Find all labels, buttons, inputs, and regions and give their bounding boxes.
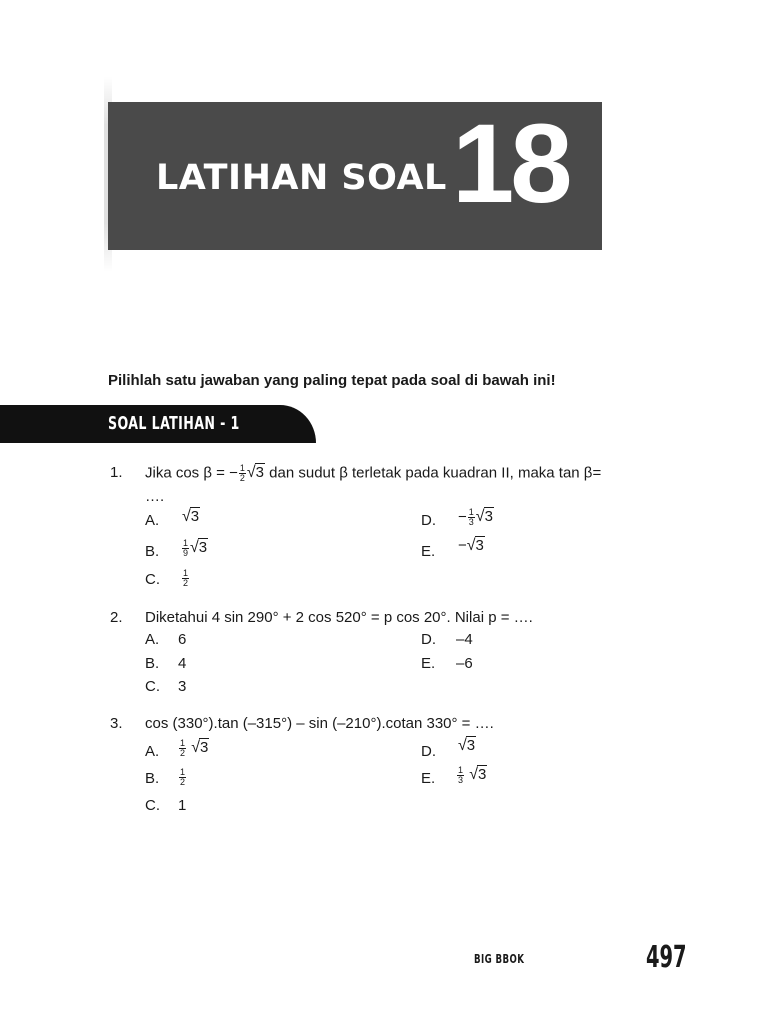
q1-rest: dan sudut β terletak pada kuadran II, maka tan β= [269, 464, 602, 482]
q1-beta-eq: β = − [203, 464, 238, 482]
q1-sqrt: √3 [246, 464, 264, 482]
q2-option-a-letter: A. [145, 631, 160, 648]
question-3-number: 3. [110, 715, 123, 732]
section-banner [0, 405, 316, 443]
chapter-number: 18 [452, 101, 569, 226]
q3-option-c-letter: C. [145, 797, 160, 814]
instruction-text: Pilihlah satu jawaban yang paling tepat pada soal di bawah ini! [108, 372, 556, 389]
question-1-text [145, 464, 601, 483]
q1-option-d-letter: D. [421, 512, 436, 529]
q1-option-a-value: √3 [182, 508, 200, 525]
q2-option-c-value: 3 [178, 678, 187, 695]
q2-option-e-value: –6 [456, 655, 473, 672]
q1-jika: Jika cos [145, 464, 200, 482]
q3-option-d-letter: D. [421, 743, 436, 760]
q1-option-c-letter: C. [145, 571, 160, 588]
q1-option-b-value: $\frac{1}{9}$ √3 [183, 538, 208, 558]
question-2-text: Diketahui 4 sin 290° + 2 cos 520° = p cos 20°. Nilai p = …. [145, 609, 533, 626]
q2-option-b-letter: B. [145, 655, 160, 672]
question-1-dots: …. [145, 488, 165, 505]
q1-option-e-letter: E. [421, 543, 436, 560]
chapter-title-box [108, 102, 602, 250]
q3-option-d-value: √3 [458, 737, 476, 754]
page-number: 497 [646, 940, 687, 975]
question-2-number: 2. [110, 609, 123, 626]
q1-option-a-letter: A. [145, 512, 160, 529]
q1-option-b-letter: B. [145, 543, 160, 560]
q3-option-a-letter: A. [145, 743, 160, 760]
q2-option-c-letter: C. [145, 678, 160, 695]
question-3-text: cos (330°).tan (–315°) – sin (–210°).cotan 330° = …. [145, 715, 494, 732]
q3-option-b-letter: B. [145, 770, 160, 787]
q2-option-d-letter: D. [421, 631, 436, 648]
chapter-title: LATIHAN SOAL [156, 158, 447, 198]
q1-option-c-value: $\frac{1}{2}$ [183, 568, 189, 588]
q3-option-a-value: $\frac{1}{2}$ √3 [180, 738, 209, 758]
q3-option-e-letter: E. [421, 770, 436, 787]
footer-brand: BIG BBOK [474, 952, 525, 966]
q1-option-d-value: − $\frac{1}{3}$ √3 [458, 507, 493, 527]
q2-option-d-value: –4 [456, 631, 473, 648]
q2-option-a-value: 6 [178, 631, 187, 648]
q3-option-e-value: $\frac{1}{3}$ √3 [458, 765, 487, 785]
q2-option-b-value: 4 [178, 655, 187, 672]
question-1-number: 1. [110, 464, 123, 481]
q3-option-b-value: $\frac{1}{2}$ [180, 767, 186, 787]
q3-option-c-value: 1 [178, 797, 187, 814]
q2-option-e-letter: E. [421, 655, 436, 672]
section-label: SOAL LATIHAN - 1 [108, 413, 240, 434]
q1-option-e-value: −√3 [458, 537, 484, 554]
q1-fraction: $\frac{1}{2}$ [239, 463, 245, 483]
